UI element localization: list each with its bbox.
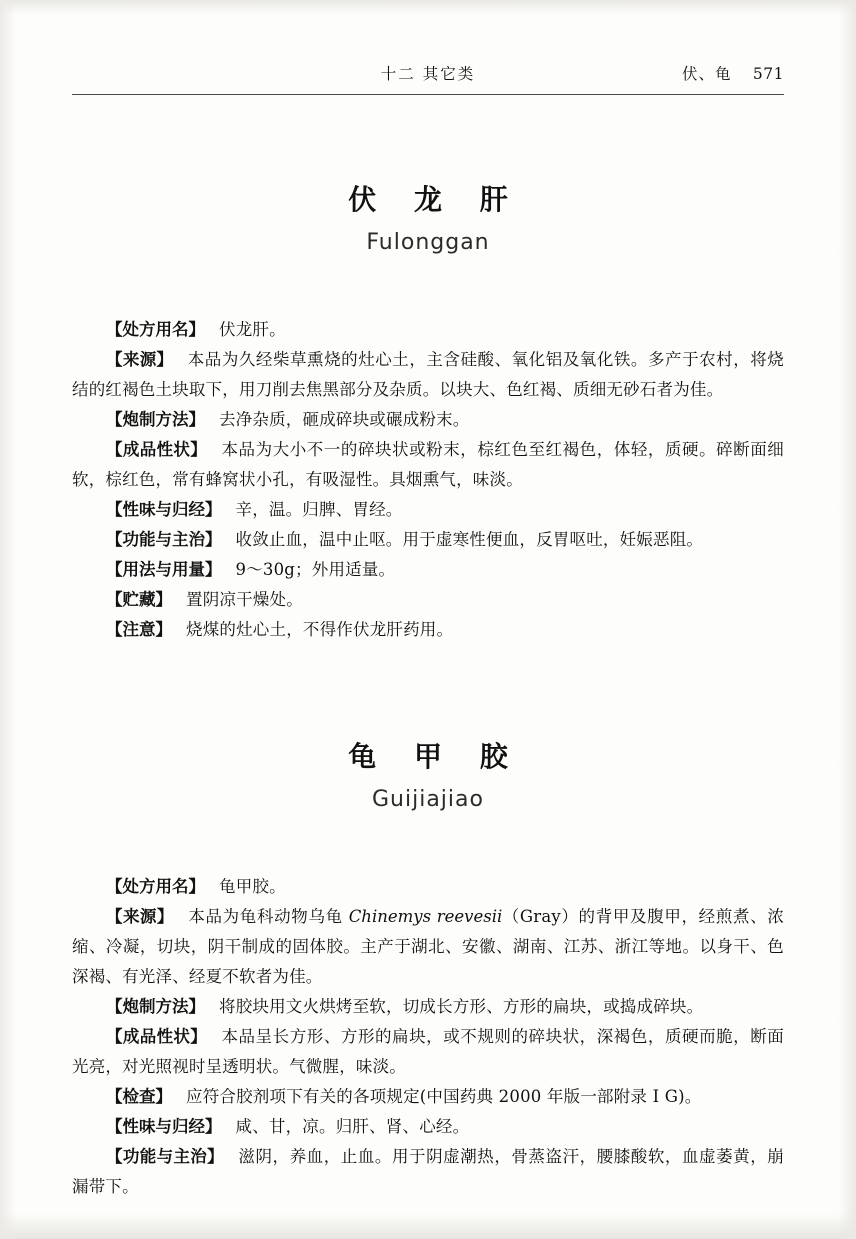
section-label: 【功能与主治】 (106, 1147, 225, 1166)
section-text: 应符合胶剂项下有关的各项规定(中国药典 2000 年版一部附录 I G)。 (186, 1087, 702, 1106)
entry-fulonggan (72, 178, 784, 645)
section-text: 辛，温。归脾、胃经。 (235, 500, 403, 519)
section-processing-method (72, 405, 784, 435)
scientific-name: Chinemys reevesii (348, 907, 503, 926)
section-storage (72, 585, 784, 615)
section-taste-meridian (72, 1112, 784, 1142)
section-text: 收敛止血，温中止呕。用于虚寒性便血，反胃呕吐，妊娠恶阻。 (235, 530, 704, 549)
section-label: 【处方用名】 (106, 877, 205, 896)
section-text: 本品为久经柴草熏烧的灶心土，主含硅酸、氧化铝及氧化铁。多产于农村，将烧结的红褐色土块取下，用刀削去焦黑部分及杂质。以块大、色红褐、质细无砂石者为佳。 (72, 350, 785, 399)
entry-pinyin: Guijiajiao (372, 787, 484, 812)
entry-guijiajiao (72, 735, 784, 1202)
section-label: 【性味与归经】 (106, 500, 222, 519)
section-source (72, 345, 784, 405)
section-label: 【来源】 (106, 907, 174, 926)
section-caution (72, 615, 784, 645)
section-text: 本品为大小不一的碎块状或粉末，棕红色至红褐色，体轻，质硬。碎断面细软，棕红色，常有蜂窝状小孔，有吸湿性。具烟熏气，味淡。 (72, 440, 784, 489)
section-text: 去净杂质，砸成碎块或碾成粉末。 (219, 410, 470, 429)
section-usage-dosage (72, 555, 784, 585)
section-function-indication (72, 1142, 784, 1202)
running-head-right (682, 62, 784, 84)
page-edge-shadow-left (0, 0, 16, 1239)
section-label: 【炮制方法】 (106, 997, 205, 1016)
section-text: （Gray）的背甲及腹甲，经煎煮、浓缩、冷凝，切块，阴干制成的固体胶。主产于湖北、安徽、湖南、江苏、浙江等地。以身干、色深褐、有光泽、经夏不软者为佳。 (72, 907, 785, 986)
section-processing-method (72, 992, 784, 1022)
section-function-indication (72, 525, 784, 555)
page-number: 571 (752, 65, 784, 83)
section-prescription-name (72, 315, 784, 345)
running-head (72, 62, 784, 88)
header-rule (72, 94, 784, 95)
section-text: 本品呈长方形、方形的扁块，或不规则的碎块状，深褐色，质硬而脆，断面光亮，对光照视时呈透明状。气微腥，味淡。 (72, 1027, 784, 1076)
running-head-keyword: 伏、龟 (681, 65, 732, 83)
section-label: 【检查】 (106, 1087, 172, 1106)
page-content (72, 0, 784, 1239)
section-text: 烧煤的灶心土，不得作伏龙肝药用。 (186, 620, 454, 639)
entry-title: 龟 甲 胶 (348, 740, 522, 773)
section-label: 【用法与用量】 (106, 560, 222, 579)
section-source (72, 902, 784, 992)
section-taste-meridian (72, 495, 784, 525)
section-text-pre: 本品为龟科动物乌龟 (187, 907, 349, 926)
section-label: 【来源】 (106, 350, 174, 369)
section-label: 【成品性状】 (106, 440, 208, 459)
entry-pinyin: Fulonggan (366, 230, 490, 255)
running-head-chapter: 十二 其它类 (380, 65, 476, 83)
section-label: 【炮制方法】 (106, 410, 205, 429)
section-label: 【功能与主治】 (106, 530, 222, 549)
section-text: 龟甲胶。 (219, 877, 286, 896)
section-text: 置阴凉干燥处。 (186, 590, 303, 609)
section-text: 伏龙肝。 (219, 320, 286, 339)
section-text: 咸、甘，凉。归肝、肾、心经。 (235, 1117, 470, 1136)
section-label: 【注意】 (106, 620, 172, 639)
section-text: 滋阴，养血，止血。用于阴虚潮热，骨蒸盗汗，腰膝酸软，血虚萎黄，崩漏带下。 (72, 1147, 784, 1196)
page-edge-shadow-right (838, 0, 856, 1239)
entry-body (72, 315, 784, 645)
entry-body (72, 872, 784, 1202)
section-product-character (72, 1022, 784, 1082)
section-label: 【成品性状】 (106, 1027, 208, 1046)
section-prescription-name (72, 872, 784, 902)
section-label: 【性味与归经】 (106, 1117, 222, 1136)
section-label: 【贮藏】 (106, 590, 172, 609)
entry-title: 伏 龙 肝 (348, 183, 522, 216)
section-inspection (72, 1082, 784, 1112)
section-product-character (72, 435, 784, 495)
section-text: 将胶块用文火烘烤至软，切成长方形、方形的扁块，或捣成碎块。 (219, 997, 704, 1016)
section-label: 【处方用名】 (106, 320, 205, 339)
section-text: 9～30g；外用适量。 (235, 560, 396, 579)
